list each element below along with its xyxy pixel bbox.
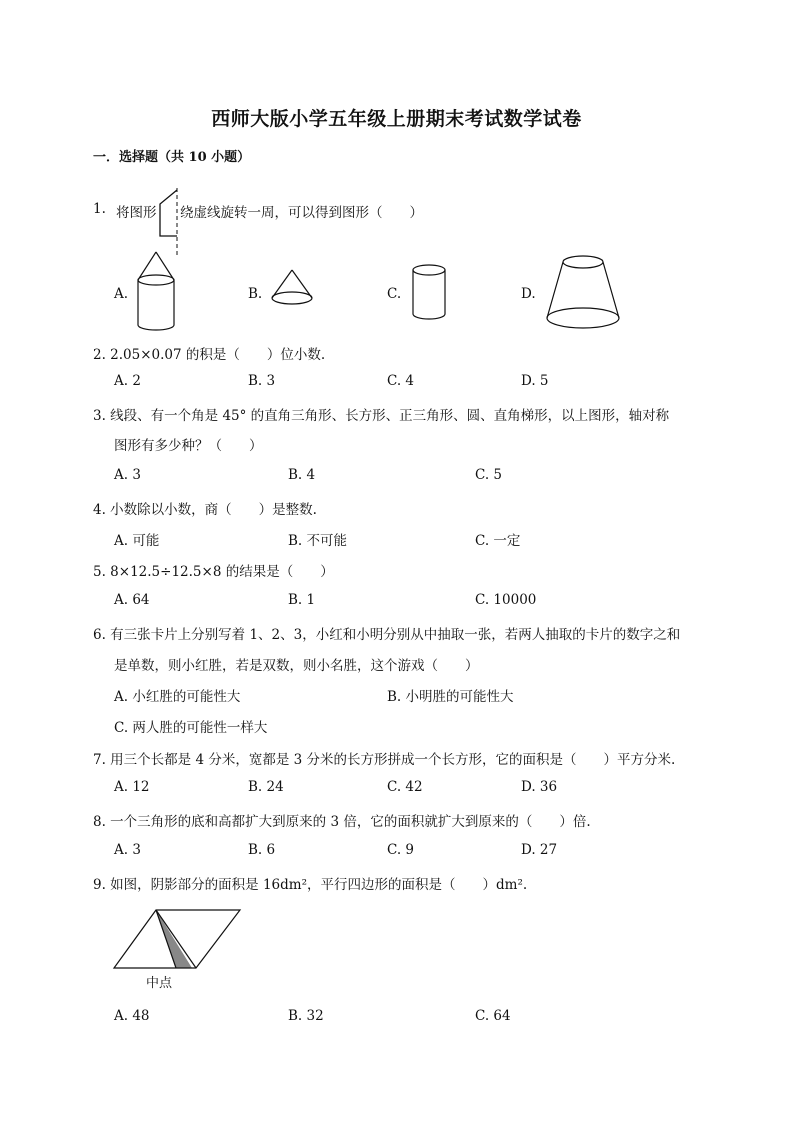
q7-option-a[interactable]: A. 12: [114, 779, 150, 795]
q4-option-b[interactable]: B. 不可能: [288, 533, 348, 549]
q8-option-a[interactable]: A. 3: [114, 842, 141, 858]
question-6-line-1: 6. 有三张卡片上分别写着 1、2、3，小红和小明分别从中抽取一张，若两人抽取的卡片的数字之和: [93, 627, 681, 643]
midpoint-label: 中点: [146, 976, 173, 991]
question-2: 2. 2.05×0.07 的积是（ ）位小数.: [93, 347, 326, 363]
question-3-line-1: 3. 线段、有一个角是 45° 的直角三角形、长方形、正三角形、圆、直角梯形，以上图形，轴对称: [93, 408, 670, 424]
q6-option-c[interactable]: C. 两人胜的可能性一样大: [114, 720, 268, 736]
q4-option-c[interactable]: C. 一定: [475, 533, 521, 549]
parallelogram-figure-icon: [112, 902, 244, 994]
q8-option-c[interactable]: C. 9: [387, 842, 415, 858]
cylinder-icon[interactable]: [411, 262, 451, 324]
q6-option-a[interactable]: A. 小红胜的可能性大: [114, 689, 241, 705]
question-8: 8. 一个三角形的底和高都扩大到原来的 3 倍，它的面积就扩大到原来的（ ）倍.: [93, 814, 591, 830]
q9-option-a[interactable]: A. 48: [114, 1008, 150, 1024]
q2-option-a[interactable]: A. 2: [114, 373, 141, 389]
cone-on-cylinder-icon[interactable]: [136, 250, 180, 334]
q6-option-b[interactable]: B. 小明胜的可能性大: [387, 689, 514, 705]
q5-option-b[interactable]: B. 1: [288, 592, 316, 608]
q9-option-c[interactable]: C. 64: [475, 1008, 511, 1024]
q1-option-b-label[interactable]: B.: [248, 286, 263, 302]
q1-option-c-label[interactable]: C.: [387, 286, 402, 302]
cone-icon[interactable]: [270, 266, 318, 314]
q4-option-a[interactable]: A. 可能: [114, 533, 160, 549]
q7-option-d[interactable]: D. 36: [521, 779, 558, 795]
question-3-line-2: 图形有多少种？（ ）: [114, 438, 263, 454]
q7-option-b[interactable]: B. 24: [248, 779, 284, 795]
q5-option-a[interactable]: A. 64: [114, 592, 150, 608]
q1-option-d-label[interactable]: D.: [521, 286, 536, 302]
q5-option-c[interactable]: C. 10000: [475, 592, 537, 608]
q3-option-c[interactable]: C. 5: [475, 467, 503, 483]
q1-suffix: 绕虚线旋转一周，可以得到图形（ ）: [180, 205, 423, 221]
q2-option-c[interactable]: C. 4: [387, 373, 415, 389]
rotation-shape-icon: [158, 188, 182, 256]
q1-number: 1.: [93, 201, 106, 217]
question-5: 5. 8×12.5÷12.5×8 的结果是（ ）: [93, 564, 334, 580]
q1-option-a-label[interactable]: A.: [114, 286, 129, 302]
page-title: 西师大版小学五年级上册期末考试数学试卷: [211, 108, 582, 130]
question-7: 7. 用三个长都是 4 分米，宽都是 3 分米的长方形拼成一个长方形，它的面积是（ ）平方分米.: [93, 752, 676, 768]
q8-option-d[interactable]: D. 27: [521, 842, 558, 858]
q2-option-d[interactable]: D. 5: [521, 373, 549, 389]
q8-option-b[interactable]: B. 6: [248, 842, 276, 858]
q1-prefix: 将图形: [116, 205, 157, 221]
q3-option-a[interactable]: A. 3: [114, 467, 141, 483]
q2-option-b[interactable]: B. 3: [248, 373, 276, 389]
q3-option-b[interactable]: B. 4: [288, 467, 316, 483]
q9-option-b[interactable]: B. 32: [288, 1008, 324, 1024]
question-4: 4. 小数除以小数，商（ ）是整数.: [93, 502, 317, 518]
section-heading: 一．选择题（共 10 小题）: [93, 150, 251, 165]
frustum-icon[interactable]: [545, 252, 625, 334]
question-6-line-2: 是单数，则小红胜，若是双数，则小名胜，这个游戏（ ）: [114, 658, 479, 674]
q7-option-c[interactable]: C. 42: [387, 779, 423, 795]
question-9: 9. 如图，阴影部分的面积是 16dm²，平行四边形的面积是（ ）dm².: [93, 877, 528, 893]
